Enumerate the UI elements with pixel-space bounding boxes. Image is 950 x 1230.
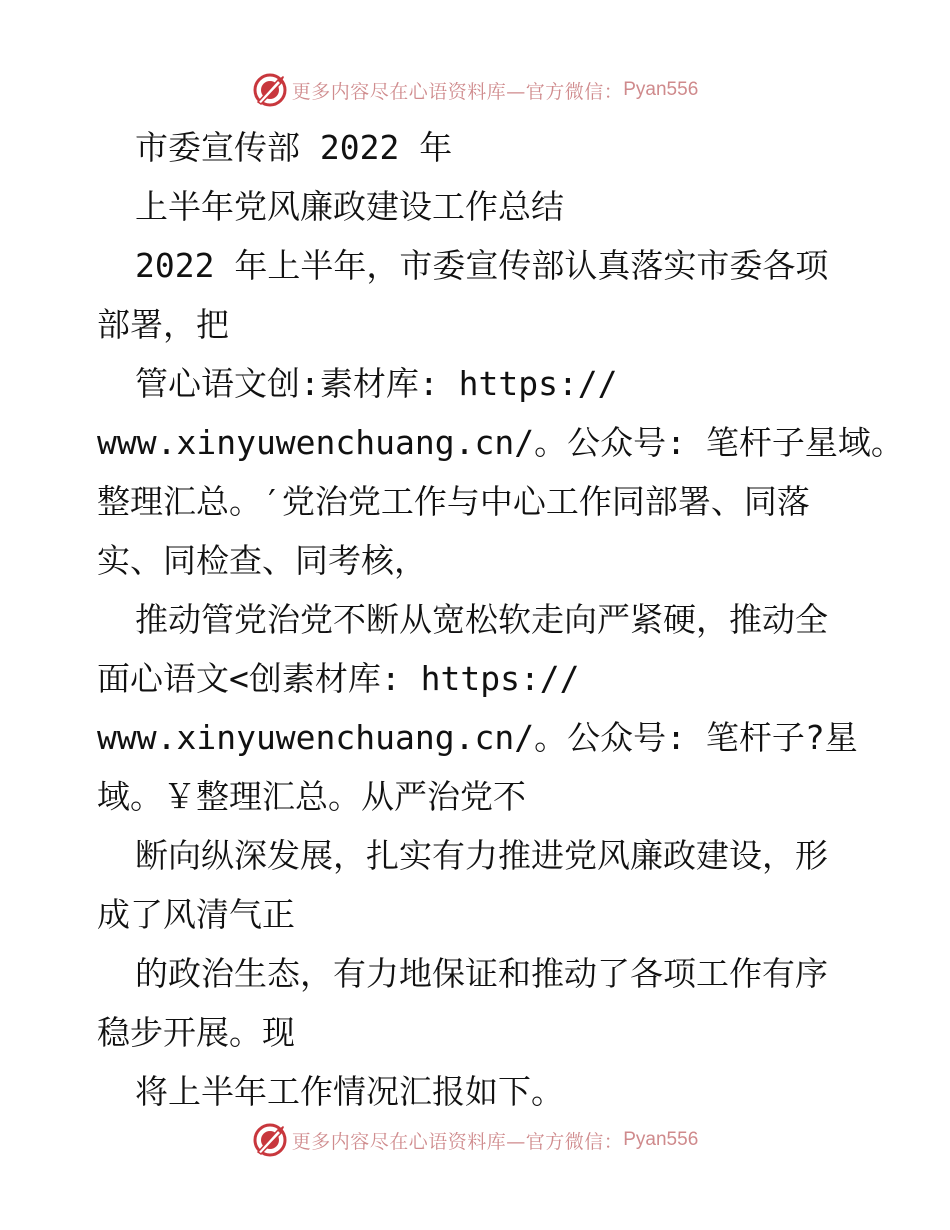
banner-text: 更多内容尽在心语资料库—官方微信： [291,1130,624,1153]
document-line: 整理汇总。′党治党工作与中心工作同部署、同落 [97,482,810,521]
document-line: 成了风清气正 [97,895,295,934]
document-body [97,118,904,1121]
banner-wechat-id: Pyan556 [623,79,699,100]
document-line: 市委宣传部 2022 年 [135,128,453,167]
document-line: 推动管党治党不断从宽松软走向严紧硬，推动全 [135,600,828,639]
document-line: 实、同检查、同考核， [97,541,427,580]
quill-pen-seal-icon [252,1122,288,1158]
document-line: 面心语文<创素材库: https:// [97,659,580,698]
footer-banner [0,1120,950,1160]
document-line: 稳步开展。现 [97,1013,295,1052]
document-line: www.xinyuwenchuang.cn/。公众号: 笔杆子星域。 [97,423,904,462]
document-line: 管心语文创:素材库: https:// [135,364,618,403]
document-line: 的政治生态，有力地保证和推动了各项工作有序 [135,954,828,993]
quill-pen-seal-icon [252,72,288,108]
banner-wechat-id: Pyan556 [623,1129,699,1150]
header-banner [0,70,950,110]
document-line: 部署，把 [97,305,229,344]
document-line: 上半年党风廉政建设工作总结 [135,187,564,226]
banner-text: 更多内容尽在心语资料库—官方微信： [291,80,624,103]
document-line: 域。￥整理汇总。从严治党不 [97,777,526,816]
document-line: 将上半年工作情况汇报如下。 [135,1072,564,1111]
document-line: 断向纵深发展，扎实有力推进党风廉政建设，形 [135,836,828,875]
document-line: www.xinyuwenchuang.cn/。公众号: 笔杆子?星 [97,718,858,757]
document-line: 2022 年上半年，市委宣传部认真落实市委各项 [135,246,829,285]
